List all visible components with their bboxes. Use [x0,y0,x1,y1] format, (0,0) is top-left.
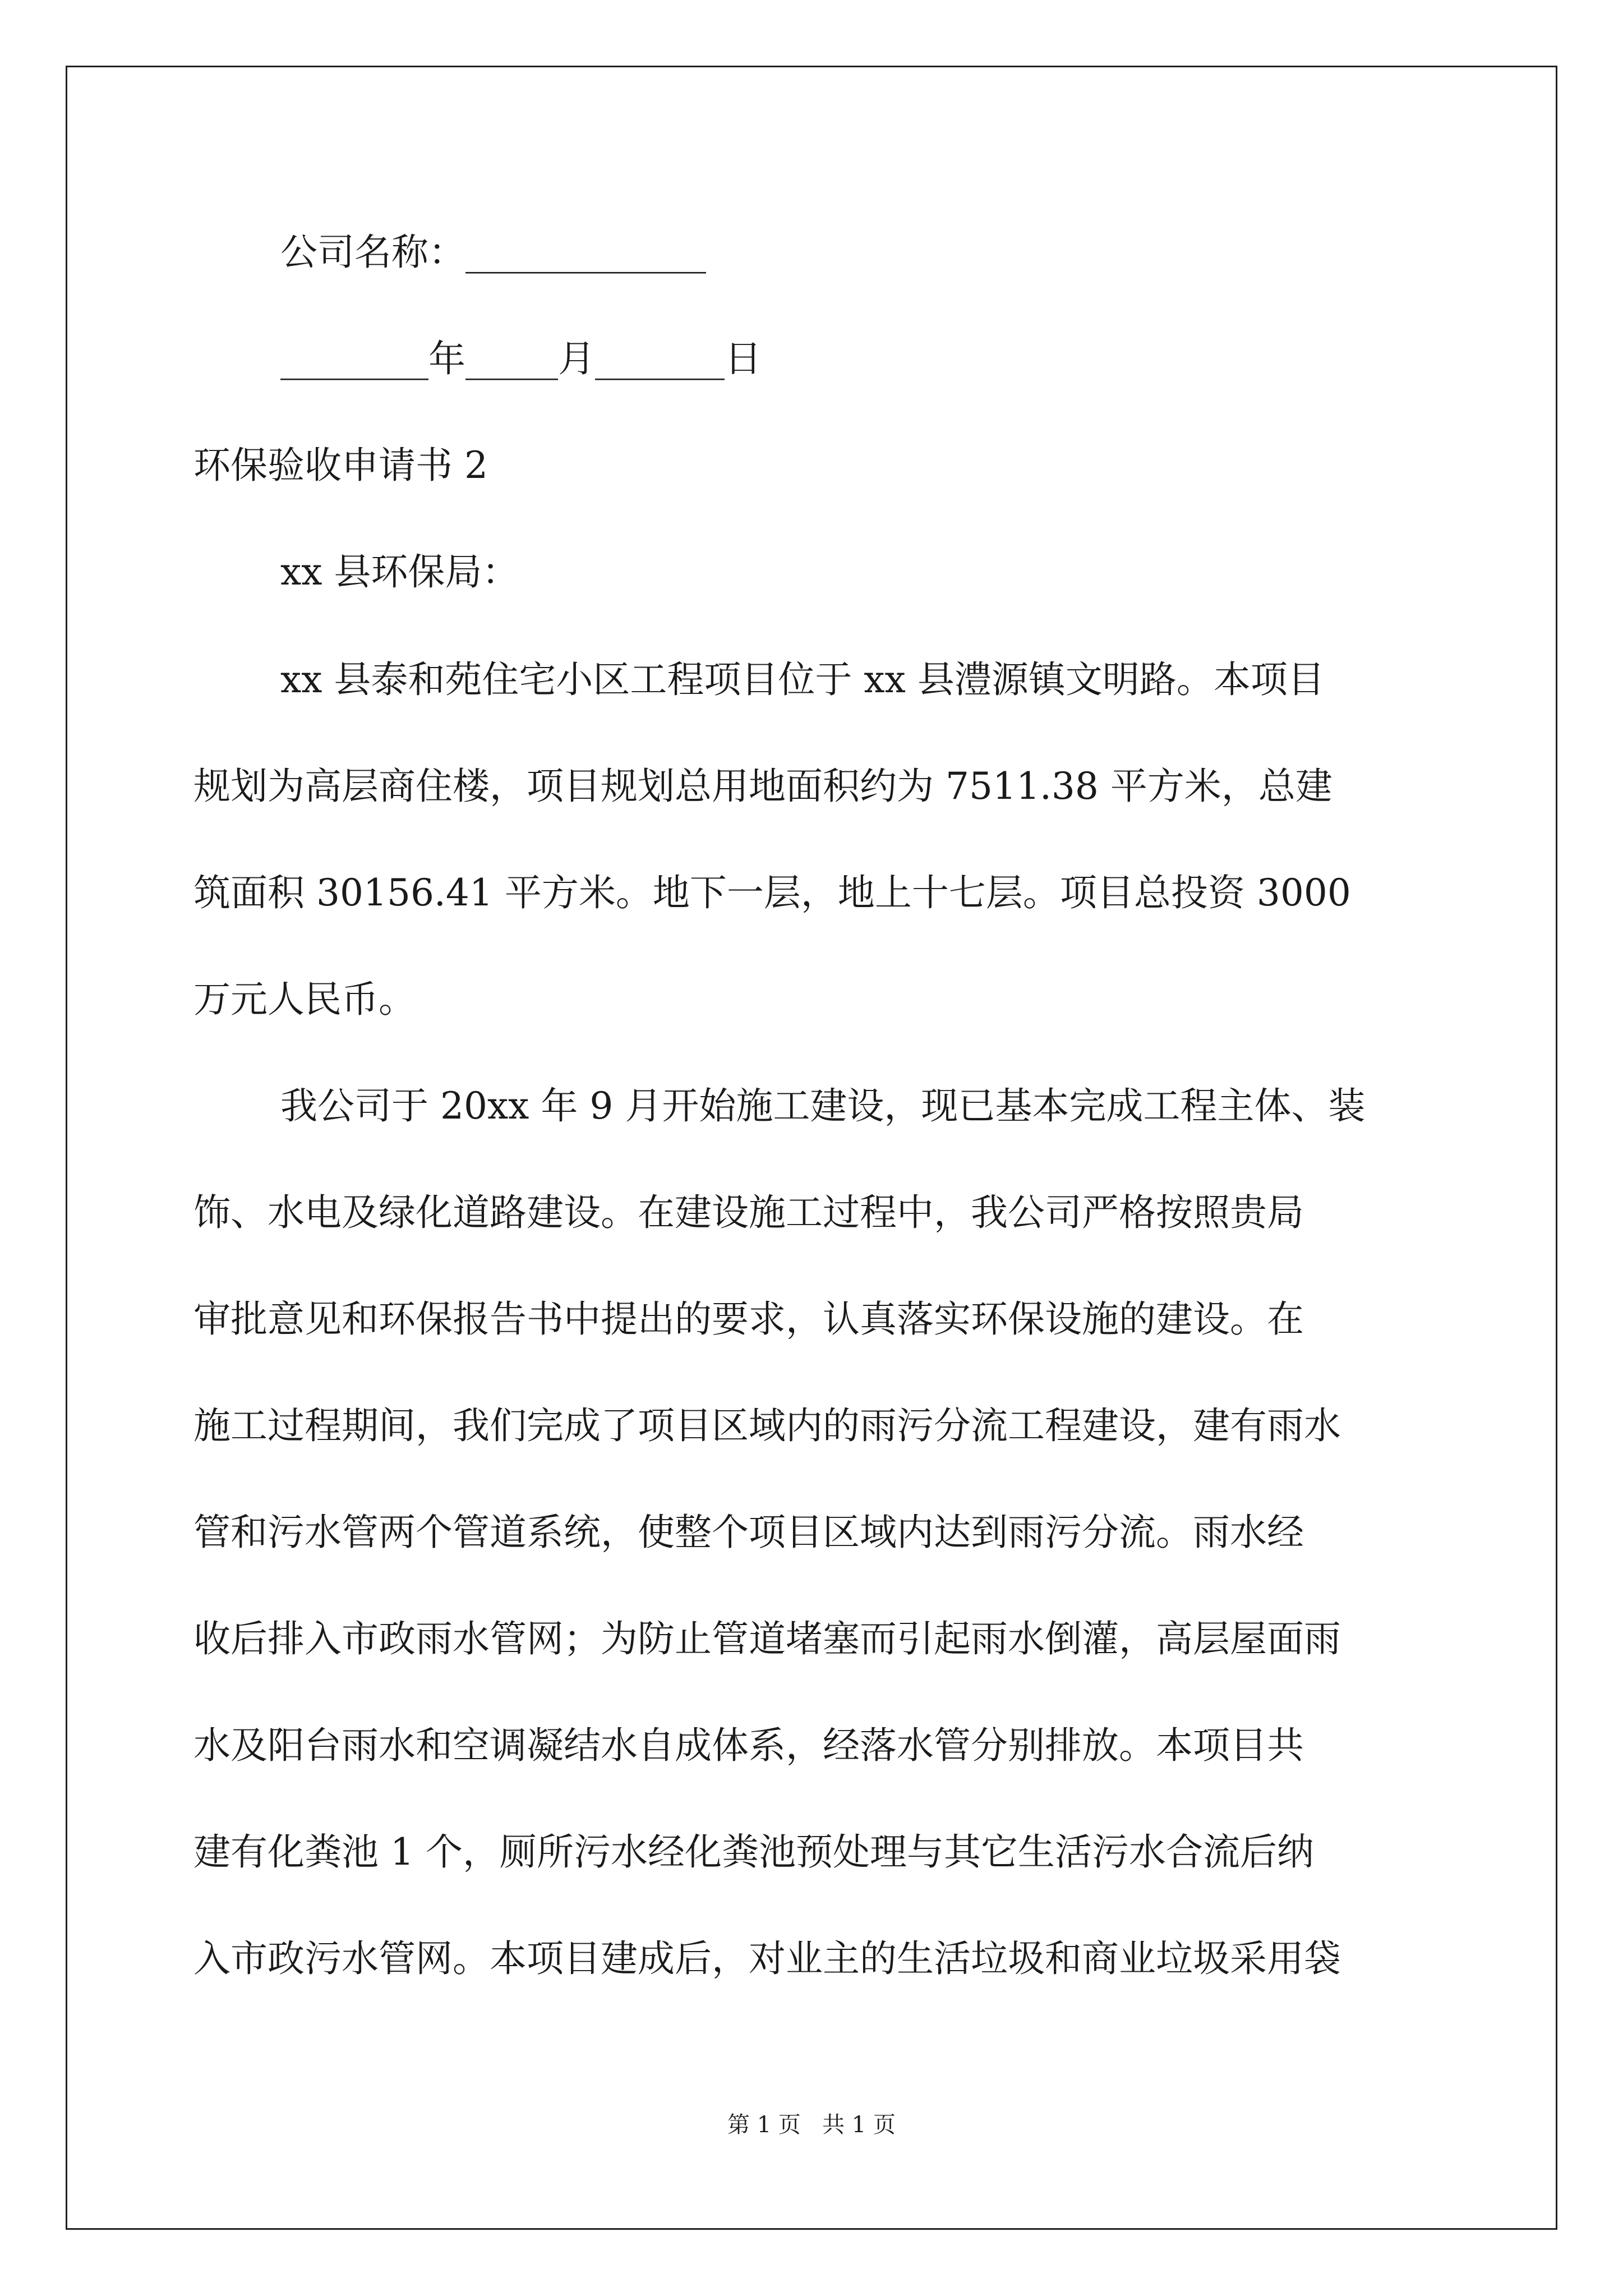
body-line: 审批意见和环保报告书中提出的要求，认真落实环保设施的建设。在 [193,1297,1304,1341]
body-line: 饰、水电及绿化道路建设。在建设施工过程中，我公司严格按照贵局 [193,1191,1304,1234]
body-line: 水及阳台雨水和空调凝结水自成体系，经落水管分别排放。本项目共 [193,1724,1304,1767]
page-footer: 第 1 页 共 1 页 [727,2112,896,2138]
body-line: 收后排入市政雨水管网；为防止管道堵塞而引起雨水倒灌，高层屋面雨 [193,1617,1341,1660]
body-line: 建有化粪池 1 个，厕所污水经化粪池预处理与其它生活污水合流后纳 [193,1830,1314,1874]
date-line: ________年_____月_______日 [280,337,762,380]
body-line: 施工过程期间，我们完成了项目区域内的雨污分流工程建设，建有雨水 [193,1404,1341,1447]
body-line: 规划为高层商住楼，项目规划总用地面积约为 7511.38 平方米，总建 [193,765,1332,808]
body-line: 管和污水管两个管道系统，使整个项目区域内达到雨污分流。雨水经 [193,1511,1304,1554]
body-line: 万元人民币。 [193,978,416,1021]
page-border [66,66,1557,2230]
body-line: xx 县泰和苑住宅小区工程项目位于 xx 县澧源镇文明路。本项目 [280,658,1325,701]
body-line: 筑面积 30156.41 平方米。地下一层，地上十七层。项目总投资 3000 [193,871,1351,914]
addressee: xx 县环保局： [280,550,519,593]
body-line: 我公司于 20xx 年 9 月开始施工建设，现已基本完成工程主体、装 [280,1084,1366,1128]
body-line: 入市政污水管网。本项目建成后，对业主的生活垃圾和商业垃圾采用袋 [193,1937,1341,1980]
company-name-line: 公司名称：_____________ [280,231,706,274]
section-title: 环保验收申请书 2 [193,444,488,487]
